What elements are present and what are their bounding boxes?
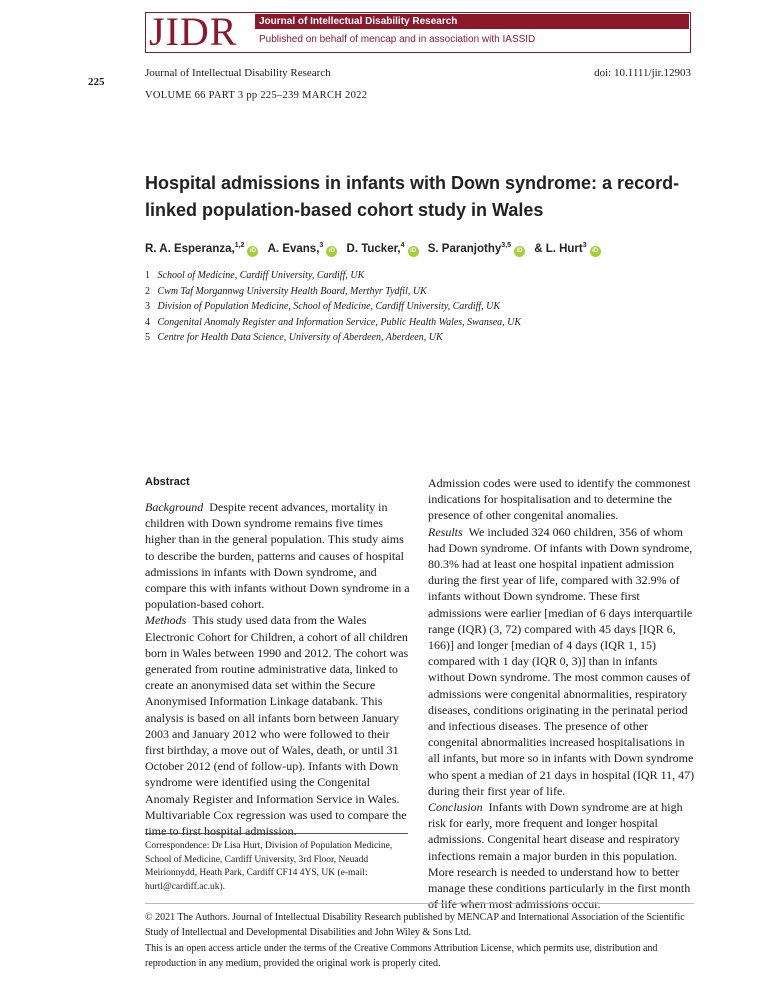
affiliation [145, 268, 521, 284]
author-affiliation-marker: 3,5 [501, 242, 511, 249]
author-name: S. Paranjothy [427, 242, 502, 255]
author[interactable] [145, 242, 258, 257]
conclusion-text: Infants with Down syndrome are at high risk for early, more frequent and longer hospital admissions. Congenital heart disease and respiratory infections remain a major burden in this population. More research is needed to understand how to better manage these conditions particularly in the first month of life when most admissions occur. [428, 800, 691, 912]
banner-journal-title: Journal of Intellectual Disability Research [255, 14, 689, 29]
author-name: A. Evans, [267, 242, 320, 255]
abstract-column-left [145, 499, 410, 839]
abstract-results [428, 524, 696, 799]
author-list [145, 242, 607, 257]
affiliation [145, 330, 521, 346]
affiliation-number: 5 [145, 332, 150, 343]
affiliation [145, 315, 521, 331]
affiliation-text: Congenital Anomaly Register and Information Service, Public Health Wales, Swansea, UK [157, 316, 522, 328]
author-name: R. A. Esperanza, [145, 242, 235, 255]
author-affiliation-marker: 3 [319, 242, 324, 249]
journal-logo: JIDR [149, 9, 238, 54]
doi[interactable]: doi: 10.1111/jir.12903 [594, 67, 691, 79]
author-name: & L. Hurt [534, 242, 583, 255]
author[interactable] [428, 242, 525, 257]
license-text: This is an open access article under the terms of the Creative Commons Attribution License, which permits use, distribution and reproduction in any medium, provided the original work is properly cited. [145, 943, 658, 969]
conclusion-label: Conclusion [428, 800, 483, 815]
affiliation-number: 1 [145, 270, 150, 281]
author[interactable] [268, 242, 338, 257]
abstract-methods [145, 612, 410, 839]
affiliation-text: School of Medicine, Cardiff University, Cardiff, UK [157, 270, 365, 281]
orcid-icon[interactable]: iD [514, 246, 525, 257]
affiliation-number: 2 [145, 285, 150, 297]
affiliation-text: Division of Population Medicine, School of Medicine, Cardiff University, Cardiff, UK [157, 301, 501, 312]
affiliation-number: 4 [145, 316, 150, 328]
author[interactable] [347, 242, 419, 257]
background-text: Despite recent advances, mortality in children with Down syndrome remains five times higher than in the general population. This study aims to describe the burden, patterns and causes of hospital admissions in infants with Down syndrome, and compare this with infants without Down syndrome in a population-based cohort. [145, 500, 410, 612]
correspondence-divider [145, 833, 408, 834]
copyright-text: © 2021 The Authors. Journal of Intellectual Disability Research published by MENCAP and International Association of the Scientific Study of Intellectual and Developmental Disabilities and John Wiley & Sons Ltd. [145, 912, 685, 938]
methods-text: This study used data from the Wales Electronic Cohort for Children, a cohort of all children born in Wales between 1990 and 2012. The cohort was generated from routine administrative data, linked to create an anonymised data set within the Secure Anonymised Information Linkage databank. This analysis is based on all infants born between January 2003 and January 2012 who were followed to their first birthday, a move out of Wales, death, or until 31 October 2012 (end of follow-up). Infants with Down syndrome were identified using the Congenital Anomaly Register and Information Service in Wales. Multivariable Cox regression was used to compare the time to first hospital admission. [145, 613, 409, 839]
author-name: D. Tucker, [346, 242, 401, 255]
license-footer [145, 910, 697, 972]
affiliation-number: 3 [145, 301, 150, 312]
orcid-icon[interactable]: iD [590, 246, 601, 257]
affiliation [145, 299, 521, 315]
orcid-icon[interactable]: iD [408, 246, 419, 257]
author-affiliation-marker: 3 [582, 242, 587, 249]
methods-label: Methods [145, 613, 187, 628]
footer-divider [145, 903, 694, 904]
author-affiliation-marker: 1,2 [234, 242, 245, 249]
affiliation-list [145, 268, 521, 346]
volume-line: VOLUME 66 PART 3 pp 225–239 MARCH 2022 [145, 90, 368, 101]
affiliation-text: Centre for Health Data Science, University of Aberdeen, Aberdeen, UK [157, 332, 443, 343]
results-text: We included 324 060 children, 356 of whom had Down syndrome. Of infants with Down syndrome, 80.3% had at least one hospital inpatient admission during the first year of life, compared with 32.9% of infants without Down syndrome. These first admissions were earlier [median of 6 days interquartile range (IQR) (3, 72) compared with 45 days [IQR 6, 166)] and longer [median of 4 days (IQR 1, 15) compared with 1 day (IQR 0, 3)] than in infants without Down syndrome. The most common causes of admissions were congenital abnormalities, respiratory diseases, conditions originating in the perinatal period and infectious diseases. The presence of other congenital abnormalities increased hospitalisations in all infants, but more so in infants with Down syndrome who spent a median of 21 days in hospital (IQR 11, 47) during their first year of life. [428, 524, 695, 798]
author[interactable] [534, 242, 600, 257]
affiliation-text: Cwm Taf Morgannwg University Health Board, Merthyr Tydfil, UK [157, 285, 427, 297]
affiliation [145, 284, 521, 300]
article-title: Hospital admissions in infants with Down syndrome: a record-linked population-based cohort study in Wales [145, 173, 680, 220]
banner-publisher-line: Published on behalf of mencap and in association with IASSID [259, 34, 536, 45]
running-journal-name: Journal of Intellectual Disability Research [145, 67, 331, 79]
abstract-background [145, 499, 410, 612]
orcid-icon[interactable]: iD [326, 246, 337, 257]
page-number: 225 [88, 76, 105, 88]
abstract-column-right [428, 475, 696, 912]
methods-continued: Admission codes were used to identify the commonest indications for hospitalisation and to determine the presence of other congenital anomalies. [428, 476, 691, 523]
orcid-icon[interactable]: iD [247, 246, 258, 257]
results-label: Results [428, 524, 463, 539]
abstract-conclusion [428, 799, 696, 912]
author-affiliation-marker: 4 [400, 242, 405, 249]
correspondence-note: Correspondence: Dr Lisa Hurt, Division of Population Medicine, School of Medicine, Cardiff University, 3rd Floor, Neuadd Meirionnydd, Heath Park, Cardiff CF14 4YS, UK (e-mail: hurtl@cardiff.ac.uk). [145, 841, 393, 892]
abstract-heading: Abstract [145, 476, 190, 488]
journal-banner [145, 9, 691, 54]
background-label: Background [145, 500, 204, 514]
